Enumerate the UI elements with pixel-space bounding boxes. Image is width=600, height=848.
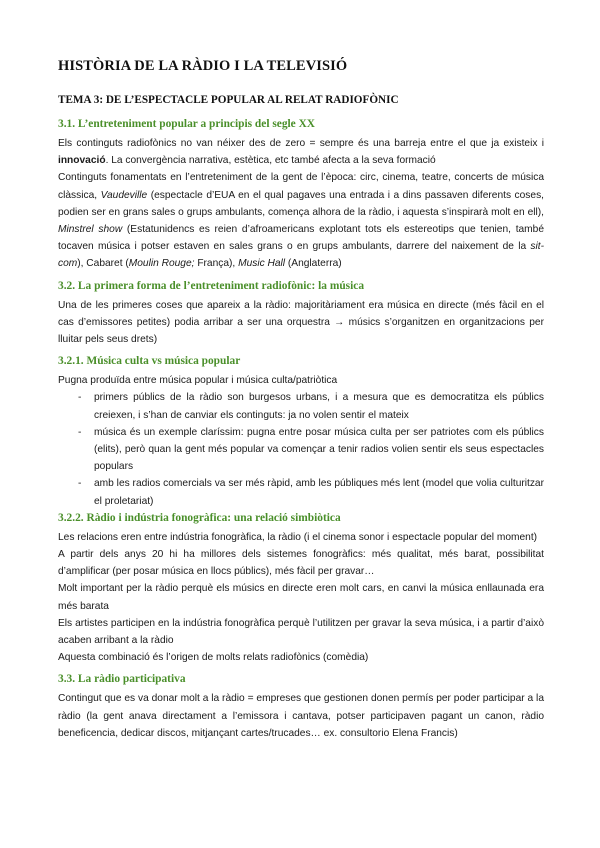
text-run: Continguts fonamentats en l’entreteniment de la gent de l’època: circ, cinema, teatre, concerts de música clàssica,	[58, 172, 544, 201]
section-3-2-2-paragraph: Els artistes participen en la indústria fonogràfica perquè l’utilitzen per gravar la seva música, i a partir d’això acaben arribant a la ràdio	[58, 617, 544, 647]
section-3-2-paragraph: Una de les primeres coses que apareix a la ràdio: majoritàriament era música en directe (més fàcil en el cas d’emissores petites) podia arribar a ser una orquestra → músics s’organitzen en organitzacions per lluitar pels seus drets)	[58, 299, 544, 346]
text-run: Els continguts radiofònics no van néixer des de zero = sempre és una barreja entre el que ja existeix i	[58, 138, 544, 149]
section-3-2-2-paragraph: A partir dels anys 20 hi ha millores dels sistemes fonogràfics: més qualitat, més barat, possibilitat d’amplificar (per posar música en llocs públics), més fàcil per gravar…	[58, 549, 544, 578]
italic-term: sit-com	[58, 241, 544, 270]
dash-list	[58, 389, 544, 509]
section-3-2-2-paragraph: Molt important per la ràdio perquè els músics en directe eren molt cars, en canvi la música enllaunada era més barata	[58, 583, 544, 612]
list-item-text: música és un exemple claríssim: pugna entre posar música culta per ser patriotes com els públics (elits), però quan la gent més popular va començar a tenir radios volien sentir els seus espectacles populars	[94, 426, 544, 473]
section-3-3-heading: 3.3. La ràdio participativa	[58, 673, 186, 686]
dash-bullet: -	[78, 478, 82, 490]
dash-bullet: -	[78, 392, 82, 404]
italic-term: Music Hall	[238, 258, 286, 270]
section-3-1-paragraph-1	[58, 135, 544, 169]
italic-term: Vaudeville	[100, 189, 148, 201]
italic-term: Minstrel show	[58, 224, 123, 236]
document-title: HISTÒRIA DE LA RÀDIO I LA TELEVISIÓ	[58, 58, 348, 74]
section-3-3-paragraph: Contingut que es va donar molt a la ràdio = empreses que gestionen donen permís per poder participar a la ràdio (la gent anava directament a l’emissora i cantava, potser participaven pagant un canon, ràdio beneficencia, dedicar discos, mitjançant cartes/trucades… ex. consultorio Elena Francis)	[58, 693, 544, 739]
list-item-text: amb les radios comercials va ser més ràpid, amb les públiques més lent (model que volia culturitzar el proletariat)	[94, 478, 544, 507]
document-page	[58, 56, 544, 742]
text-run: ), Cabaret (	[77, 258, 129, 270]
dash-bullet: -	[78, 426, 82, 438]
section-3-2-1-intro: Pugna produïda entre música popular i música culta/patriòtica	[58, 375, 338, 387]
list-item-text: primers públics de la ràdio son burgesos urbans, i a mesura que es democratitza els públics creiexen, i s’han de canviar els continguts: ja no volen sentir el mateix	[94, 392, 544, 421]
section-3-2-2-paragraph: Aquesta combinació és l’origen de molts relats radiofònics (comèdia)	[58, 652, 369, 664]
text-run: (espectacle d’EUA en el qual pagaves una entrada i a dins passaven diferents coses, podien ser en grans sales o grups ambulants, comença alhora de la ràdio, i aquesta s’inspirarà molt en ell),	[58, 189, 544, 218]
text-run: (Anglaterra)	[285, 258, 342, 270]
list-item	[58, 389, 544, 423]
section-3-2-2-heading: 3.2.2. Ràdio i indústria fonogràfica: una relació simbiòtica	[58, 511, 341, 524]
italic-term: Moulin Rouge;	[128, 258, 195, 270]
section-3-2-heading: 3.2. La primera forma de l’entreteniment radiofònic: la música	[58, 279, 365, 292]
text-run: (Estatunidencs es reien d’afroamericans explotant tots els estereotips que tenien, també tocaven música i potser estaven en sales grans o en grups ambulants, darrere del naixement de la	[58, 224, 545, 253]
section-3-2-2-paragraph: Les relacions eren entre indústria fonogràfica, la ràdio (i el cinema sonor i espectacle popular del moment)	[58, 531, 538, 543]
text-run: . La convergència narrativa, estètica, etc també afecta a la seva formació	[105, 155, 436, 167]
text-run: França),	[194, 258, 239, 270]
section-3-1-paragraph-2	[58, 169, 544, 272]
bold-term: innovació	[58, 155, 106, 167]
section-3-2-1-heading: 3.2.1. Música culta vs música popular	[58, 355, 241, 368]
topic-title: TEMA 3: DE L’ESPECTACLE POPULAR AL RELAT RADIOFÒNIC	[58, 94, 399, 106]
section-3-1-heading: 3.1. L’entreteniment popular a principis del segle XX	[58, 118, 316, 130]
list-item	[58, 424, 544, 476]
list-item	[58, 475, 544, 509]
